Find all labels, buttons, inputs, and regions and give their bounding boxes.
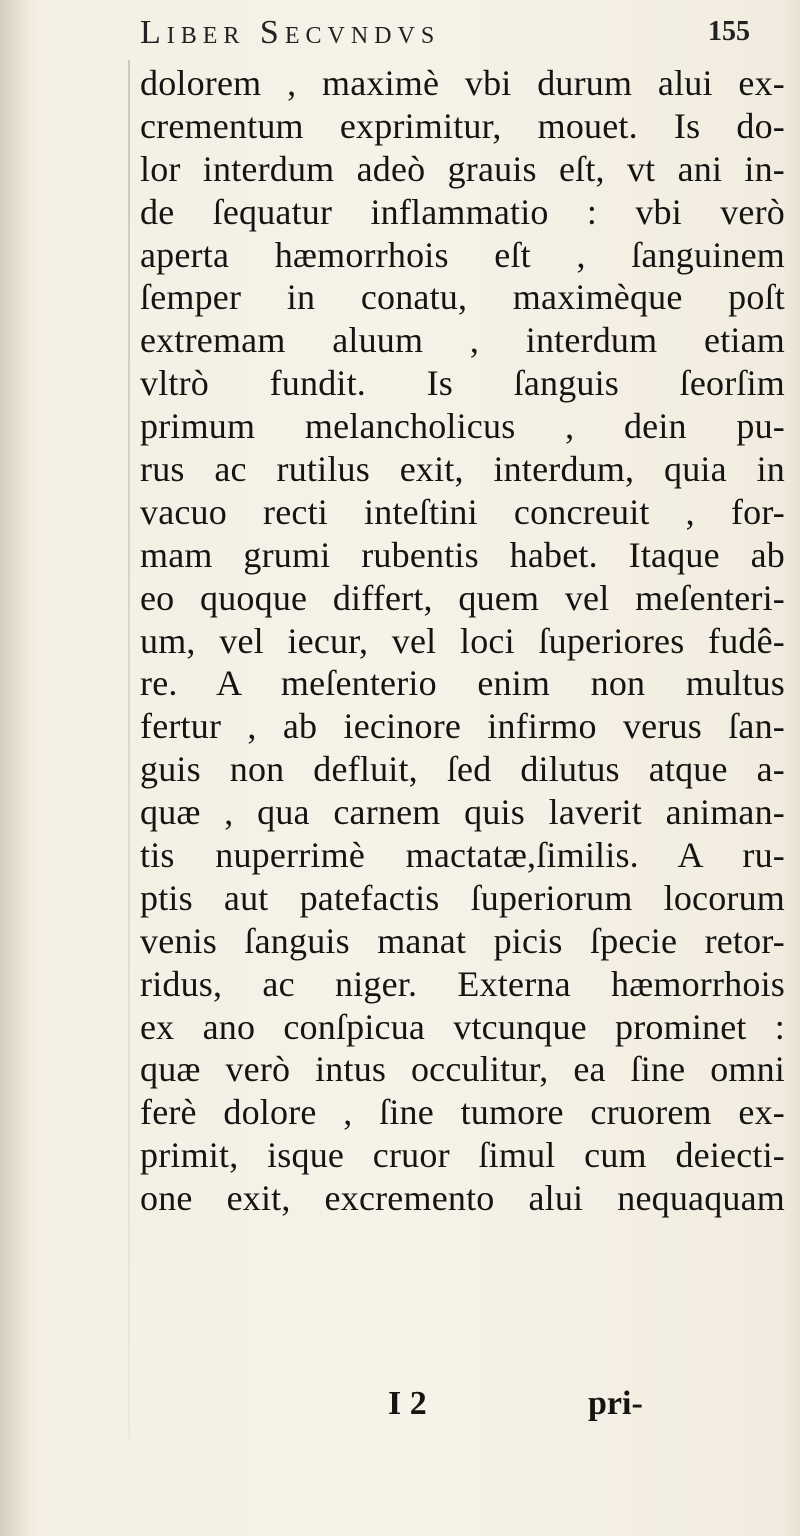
text-line: re. A meſenterio enim non multus	[140, 663, 785, 704]
text-line: aperta hæmorrhois eſt , ſanguinem	[140, 234, 785, 275]
running-head	[140, 10, 760, 54]
text-line: rus ac rutilus exit, interdum, quia in	[140, 449, 785, 490]
text-line: primum melancholicus , dein pu-	[140, 406, 785, 447]
text-line: venis ſanguis manat picis ſpecie retor-	[140, 920, 785, 961]
text-line: ex ano conſpicua vtcunque prominet :	[140, 1006, 785, 1047]
text-line: vacuo recti inteſtini concreuit , for-	[140, 491, 785, 532]
text-line: vltrò fundit. Is ſanguis ſeorſim	[140, 363, 785, 404]
signature-mark: I 2	[388, 1385, 427, 1422]
gutter-shadow	[0, 0, 30, 1536]
text-line: quæ , qua carnem quis laverit animan-	[140, 792, 785, 833]
text-line: primit, isque cruor ſimul cum deiecti-	[140, 1135, 785, 1176]
page-number: 155	[708, 16, 750, 47]
text-line: mam grumi rubentis habet. Itaque ab	[140, 534, 785, 575]
text-line: de ſequatur inflammatio : vbi verò	[140, 191, 785, 232]
text-line: tis nuperrimè mactatæ,ſimilis. A ru-	[140, 835, 785, 876]
text-line: extremam aluum , interdum etiam	[140, 320, 785, 361]
text-line: lor interdum adeò grauis eſt, vt ani in-	[140, 148, 785, 189]
text-line: ptis aut patefactis ſuperiorum locorum	[140, 877, 785, 918]
text-line: guis non defluit, ſed dilutus atque a-	[140, 749, 785, 790]
page-footer	[140, 1385, 740, 1431]
catchword: pri-	[588, 1385, 643, 1422]
body-text	[140, 62, 785, 1220]
text-line: crementum exprimitur, mouet. Is do-	[140, 105, 785, 146]
text-line: eo quoque differt, quem vel meſenteri-	[140, 577, 785, 618]
text-line: ferè dolore , ſine tumore cruorem ex-	[140, 1092, 785, 1133]
text-line: one exit, excremento alui nequaquam	[140, 1178, 785, 1219]
text-line: ſemper in conatu, maximèque poſt	[140, 277, 785, 318]
text-line: dolorem , maximè vbi durum alui ex-	[140, 63, 785, 103]
running-head-title: Liber Secvndvs	[140, 14, 441, 51]
text-line: fertur , ab iecinore infirmo verus ſan-	[140, 706, 785, 747]
margin-rule	[128, 60, 130, 1440]
text-line: ridus, ac niger. Externa hæmorrhois	[140, 963, 785, 1004]
text-line: quæ verò intus occulitur, ea ſine omni	[140, 1049, 785, 1090]
text-line: um, vel iecur, vel loci ſuperiores fudê-	[140, 620, 785, 661]
